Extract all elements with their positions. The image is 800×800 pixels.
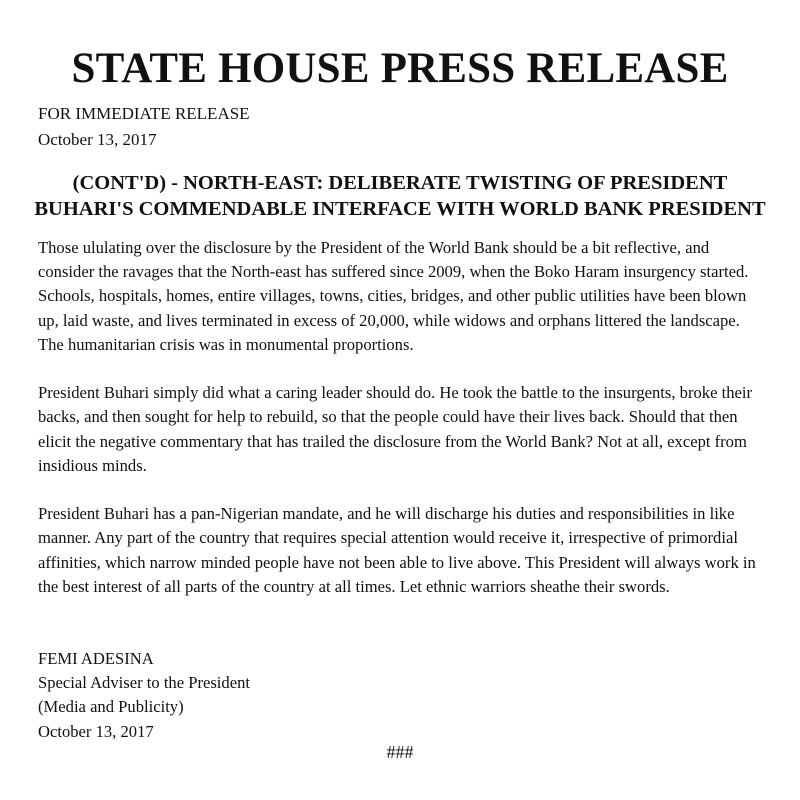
signature-date: October 13, 2017: [38, 721, 154, 741]
signatory-department: (Media and Publicity): [38, 697, 184, 717]
signatory-role: Special Adviser to the President: [38, 673, 250, 693]
headline-line-2: BUHARI'S COMMENDABLE INTERFACE WITH WORLD BANK PRESIDENT: [34, 198, 766, 220]
release-body: [38, 236, 768, 623]
headline-line-1: (CONT'D) - NORTH-EAST: DELIBERATE TWISTING OF PRESIDENT: [72, 172, 728, 194]
headline: [0, 170, 800, 222]
release-date: October 13, 2017: [38, 130, 157, 149]
release-type: FOR IMMEDIATE RELEASE: [38, 104, 250, 123]
signatory-name: FEMI ADESINA: [38, 649, 154, 668]
paragraph-1: Those ululating over the disclosure by the President of the World Bank should be a bit reflective, and consider the ravages that the North-east has suffered since 2009, when the Boko Haram insurgency started. Schools, hospitals, homes, entire villages, towns, cities, bridges, and other public utilities have been blown up, laid waste, and lives terminated in excess of 20,000, while widows and orphans littered the landscape. The humanitarian crisis was in monumental proportions.: [38, 238, 749, 354]
signature-block: [38, 647, 250, 744]
paragraph-3: President Buhari has a pan-Nigerian mandate, and he will discharge his duties and responsibilities in like manner. Any part of the country that requires special attention would receive it, irrespective of primordial affinities, which narrow minded people have not been able to live above. This President will always work in the best interest of all parts of the country at all times. Let ethnic warriors sheathe their swords.: [38, 504, 756, 596]
page-title: STATE HOUSE PRESS RELEASE: [71, 45, 729, 92]
end-mark: ###: [386, 742, 414, 762]
paragraph-2: President Buhari simply did what a caring leader should do. He took the battle to the insurgents, broke their backs, and then sought for help to rebuild, so that the people could have their lives back. Should that then elicit the negative commentary that has trailed the disclosure from the World Bank? Not at all, except from insidious minds.: [38, 383, 752, 475]
